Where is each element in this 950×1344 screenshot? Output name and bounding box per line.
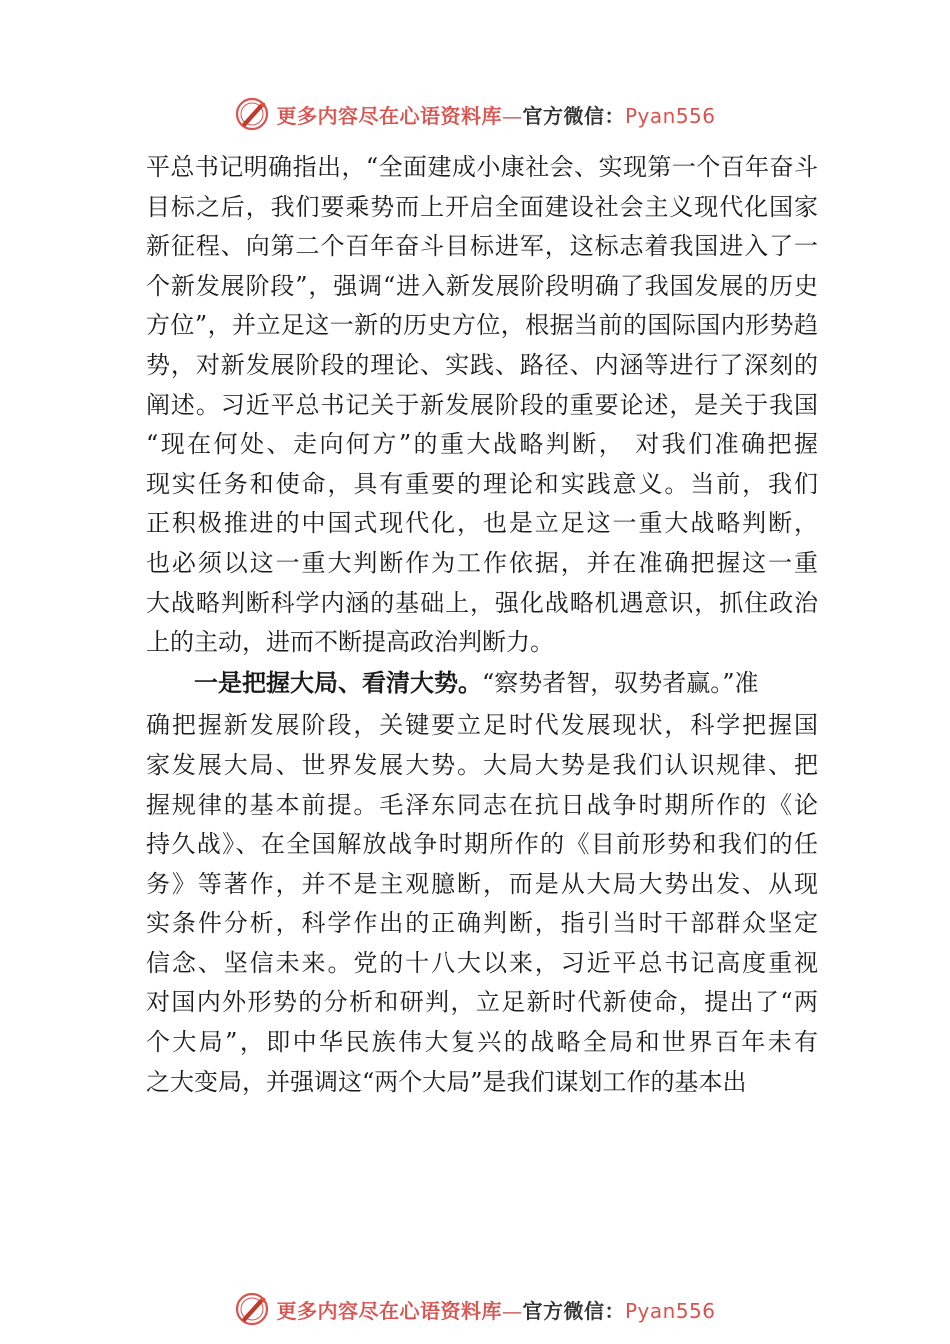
watermark-text (276, 100, 715, 129)
text-line: 平总书记明确指出，“全面建成小康社会、实现第一个百年奋斗 (146, 153, 818, 181)
watermark-wechat-label: 官方微信： (522, 1298, 625, 1323)
text-line: 握规律的基本前提。毛泽东同志在抗日战争时期所作的《论 (146, 790, 818, 819)
text-line: 之大变局，并强调这“两个大局”是我们谋划工作的基本出 (146, 1067, 747, 1096)
watermark-text (276, 1295, 715, 1324)
watermark-separator: — (501, 103, 523, 128)
text-line: 也必须以这一重大判断作为工作依据，并在准确把握这一重 (146, 548, 818, 577)
text-line: 大战略判断科学内涵的基础上，强化战略机遇意识，抓住政治 (146, 588, 818, 617)
watermark-lead: 更多内容尽在心语资料库 (276, 1298, 502, 1323)
text-line: 信念、坚信未来。党的十八大以来，习近平总书记高度重视 (146, 948, 818, 977)
watermark-separator: — (501, 1298, 523, 1323)
watermark-wechat-id: Pyan556 (624, 1298, 716, 1323)
text-line: 正积极推进的中国式现代化，也是立足这一重大战略判断， (146, 509, 818, 538)
text-line: 个新发展阶段”，强调“进入新发展阶段明确了我国发展的历史 (146, 271, 818, 300)
watermark-wechat-id: Pyan556 (624, 103, 716, 128)
paragraph-1 (146, 148, 818, 663)
document-body (146, 148, 818, 1102)
text-line: “现在何处、走向何方”的重大战略判断， 对我们准确把握 (146, 430, 818, 459)
text-line: 实条件分析，科学作出的正确判断，指引当时干部群众坚定 (146, 909, 818, 938)
quill-logo-icon (234, 96, 270, 132)
header-watermark-banner (0, 92, 950, 136)
text-line: 确把握新发展阶段，关键要立足时代发展现状，科学把握国 (146, 711, 818, 740)
quote-text: “察势者智，驭势者赢。”准 (482, 668, 759, 697)
text-line: 势，对新发展阶段的理论、实践、路径、内涵等进行了深刻的 (146, 350, 818, 379)
text-line: 个大局”，即中华民族伟大复兴的战略全局和世界百年未有 (146, 1028, 818, 1057)
text-line: 阐述。习近平总书记关于新发展阶段的重要论述，是关于我国 (146, 390, 818, 419)
text-line: 务》等著作，并不是主观臆断，而是从大局大势出发、从现 (146, 869, 818, 898)
quill-logo-icon (234, 1291, 270, 1327)
section-heading: 一是把握大局、看清大势。 (194, 667, 482, 697)
text-line: 对国内外形势的分析和研判，立足新时代新使命，提出了“两 (146, 988, 818, 1017)
text-line: 目标之后，我们要乘势而上开启全面建设社会主义现代化国家 (146, 192, 818, 221)
footer-watermark-banner (0, 1287, 950, 1331)
watermark-wechat-label: 官方微信： (522, 103, 625, 128)
watermark-lead: 更多内容尽在心语资料库 (276, 103, 502, 128)
text-line: 上的主动，进而不断提高政治判断力。 (146, 628, 554, 657)
text-line: 现实任务和使命，具有重要的理论和实践意义。当前，我们 (146, 469, 818, 498)
text-line: 家发展大局、世界发展大势。大局大势是我们认识规律、把 (146, 750, 818, 779)
text-line: 新征程、向第二个百年奋斗目标进军，这标志着我国进入了一 (146, 232, 818, 261)
text-line: 持久战》、在全国解放战争时期所作的《目前形势和我们的任 (146, 830, 818, 859)
text-line: 方位”，并立足这一新的历史方位，根据当前的国际国内形势趋 (146, 311, 818, 340)
paragraph-2-first-line (146, 663, 818, 703)
paragraph-2 (146, 663, 818, 1103)
